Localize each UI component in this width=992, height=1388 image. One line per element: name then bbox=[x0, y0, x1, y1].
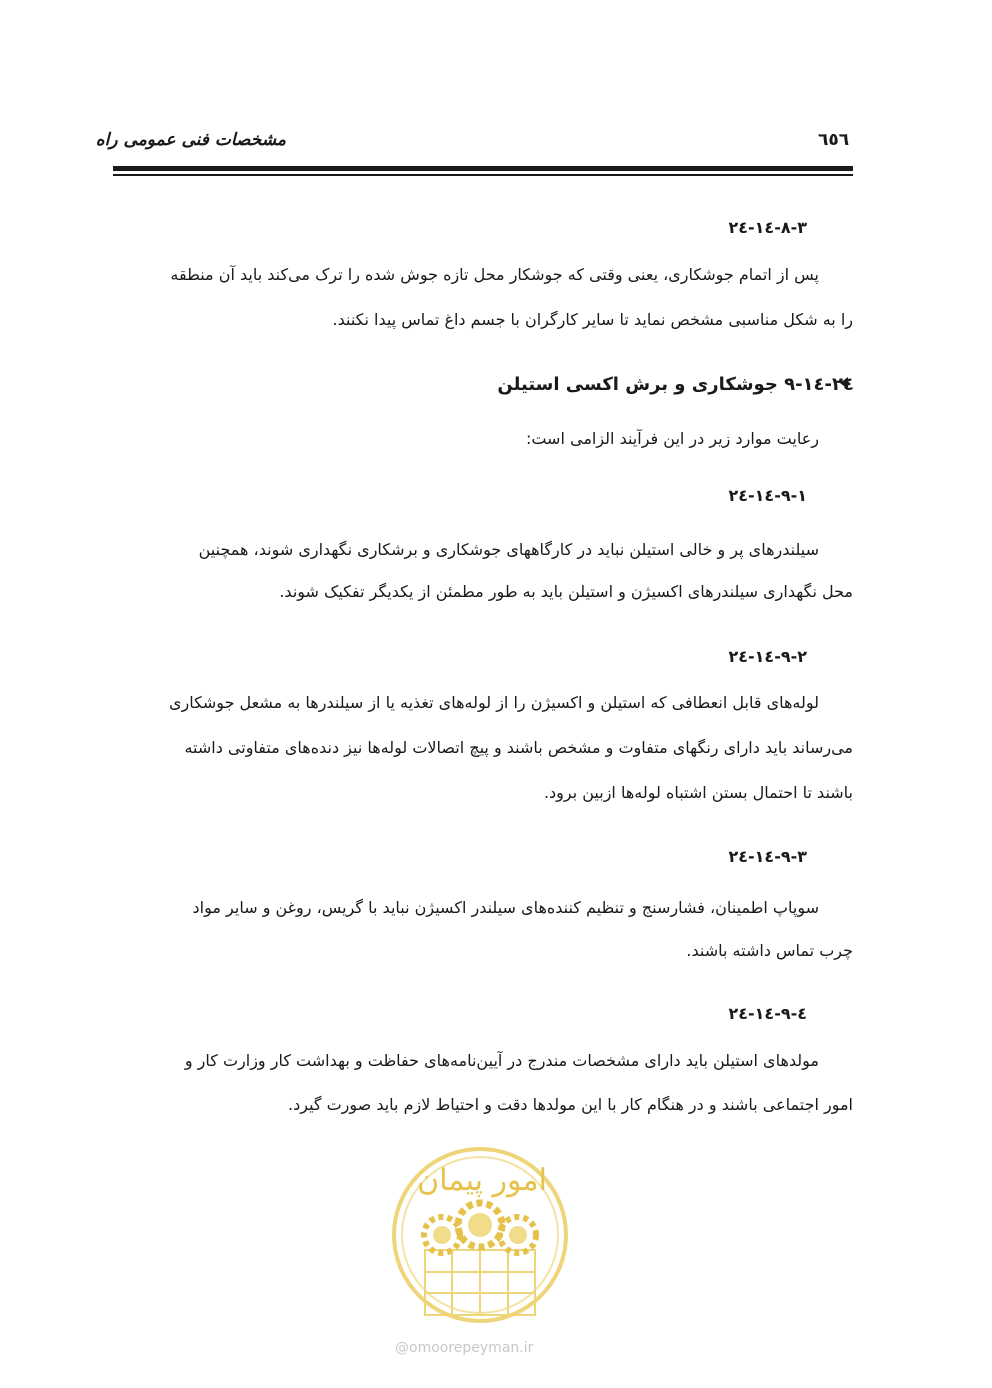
clause-paragraph bbox=[113, 690, 853, 805]
paragraph-line: پس از اتمام جوشکاری، یعنی وقتی که جوشکار محل تازه جوش شده را ترک می‌کند باید آن منطقه bbox=[170, 265, 819, 284]
paragraph-line: باشند تا احتمال بستن اشتباه لوله‌ها ازبین برود. bbox=[543, 783, 853, 802]
paragraph-line: چرب تماس داشته باشند. bbox=[686, 941, 853, 960]
paragraph-line: سیلندرهای پر و خالی استیلن نباید در کارگاههای جوشکاری و برشکاری نگهداری شوند، همچنین bbox=[198, 540, 819, 559]
clause-paragraph bbox=[113, 537, 853, 604]
page-number: ٦٥٦ bbox=[818, 130, 850, 150]
section-heading: ٢٤-١٤-٩ جوشکاری و برش اکسی استیلن bbox=[497, 374, 854, 395]
clause-number: ٣-٨-١٤-٢٤ bbox=[728, 218, 807, 237]
watermark-logo-icon bbox=[390, 1140, 570, 1340]
clause-paragraph bbox=[113, 1048, 853, 1117]
paragraph-line: را به شکل مناسبی مشخص نماید تا سایر کارگران با جسم داغ تماس پیدا نکنند. bbox=[332, 310, 853, 329]
watermark-site-text: @omoorepeyman.ir bbox=[395, 1340, 534, 1356]
section-intro bbox=[113, 426, 853, 451]
clause-number: ٣-٩-١٤-٢٤ bbox=[728, 847, 807, 866]
clause-number: ٢-٩-١٤-٢٤ bbox=[728, 647, 807, 666]
paragraph-line: محل نگهداری سیلندرهای اکسیژن و استیلن باید به طور مطمئن از یکدیگر تفکیک شوند. bbox=[279, 582, 853, 601]
paragraph-line: مولدهای استیلن باید دارای مشخصات مندرج در آیین‌نامه‌های حفاظت و بهداشت کار وزارت کار و bbox=[184, 1051, 819, 1070]
header-rule-thick bbox=[113, 166, 853, 171]
clause-number: ٤-٩-١٤-٢٤ bbox=[728, 1004, 807, 1023]
clause-paragraph bbox=[113, 262, 853, 332]
running-header-title: مشخصات فنی عمومی راه bbox=[95, 130, 286, 150]
paragraph-line: لوله‌های قابل انعطافی که استیلن و اکسیژن را از لوله‌های تغذیه یا از سیلندرها به مشعل جوشکاری bbox=[168, 693, 819, 712]
paragraph-line: می‌رساند باید دارای رنگهای متفاوت و مشخص باشند و پیچ اتصالات لوله‌ها نیز دنده‌های متفاوتی داشته bbox=[184, 738, 853, 757]
paragraph-line: رعایت موارد زیر در این فرآیند الزامی است: bbox=[525, 429, 819, 448]
watermark-logo-text: امور پیمان bbox=[417, 1163, 547, 1198]
clause-number: ١-٩-١٤-٢٤ bbox=[728, 486, 807, 505]
header-rule-thin bbox=[113, 174, 853, 176]
paragraph-line: سوپاپ اطمینان، فشارسنج و تنظیم کننده‌های سیلندر اکسیژن نباید با گریس، روغن و سایر مواد bbox=[192, 898, 819, 917]
clause-paragraph bbox=[113, 895, 853, 963]
paragraph-line: امور اجتماعی باشند و در هنگام کار با این مولدها دقت و احتیاط لازم باید صورت گیرد. bbox=[288, 1095, 853, 1114]
